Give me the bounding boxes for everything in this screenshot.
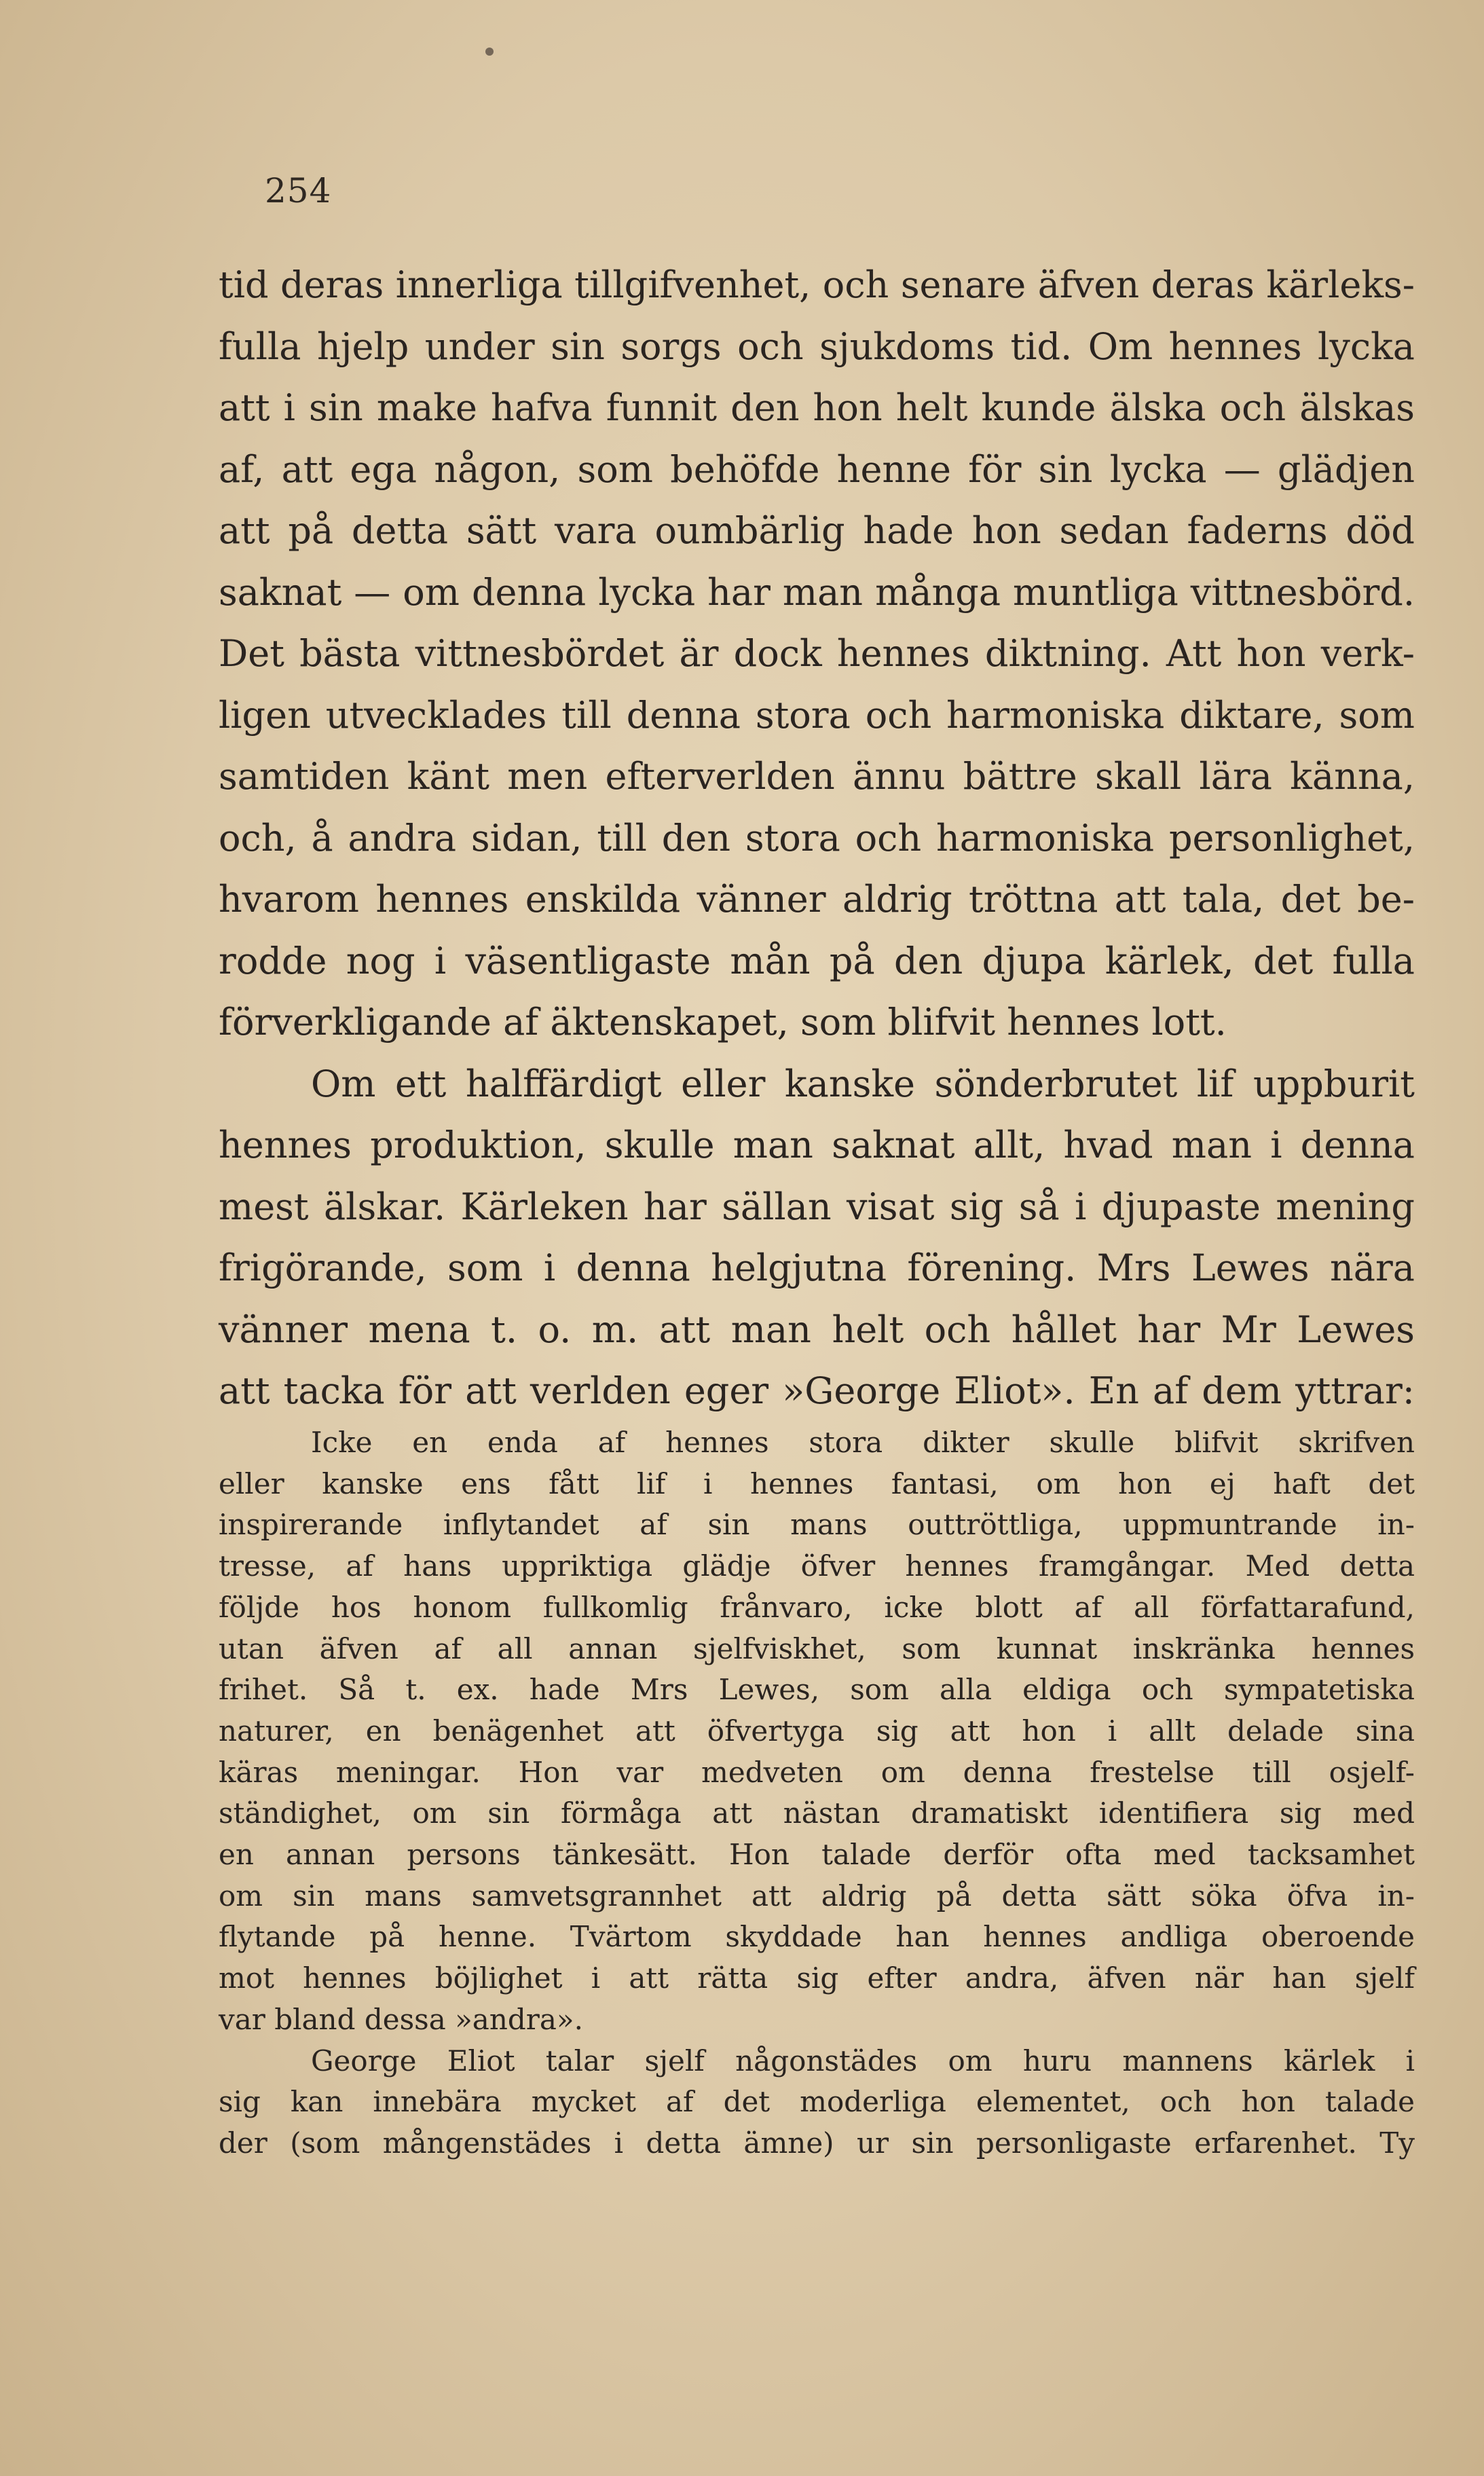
page-number: 254 (265, 171, 332, 210)
ink-speck (485, 48, 494, 56)
paragraph-end-line: förverkligande af äktenskapet, som blifvit hennes lott. (219, 1001, 1227, 1043)
quote-line: ständighet, om sin förmåga att nästan dramatiskt identifiera sig med (219, 1796, 1415, 1830)
quote-line: en annan persons tänkesätt. Hon talade derför ofta med tacksamhet (219, 1838, 1415, 1872)
quote-line: följde hos honom fullkomlig frånvaro, icke blott af all författarafund, (219, 1590, 1415, 1624)
quote-line: tresse, af hans uppriktiga glädje öfver hennes framgångar. Med detta (219, 1549, 1415, 1583)
paragraph-start-line: Om ett halffärdigt eller kanske sönderbrutet lif uppburit (311, 1062, 1415, 1105)
quote-line: naturer, en benägenhet att öfvertyga sig att hon i allt delade sina (219, 1714, 1415, 1748)
quote-line: käras meningar. Hon var medveten om denna frestelse till osjelf- (219, 1755, 1415, 1789)
text-line: fulla hjelp under sin sorgs och sjukdoms tid. Om hennes lycka (219, 325, 1415, 368)
text-line: af, att ega någon, som behöfde henne för sin lycka — glädjen (219, 447, 1415, 491)
text-line: vänner mena t. o. m. att man helt och hållet har Mr Lewes (219, 1308, 1415, 1351)
quote-line: utan äfven af all annan sjelfviskhet, som kunnat inskränka hennes (219, 1631, 1415, 1665)
text-line: rodde nog i väsentligaste mån på den djupa kärlek, det fulla (219, 939, 1415, 982)
text-line: hennes produktion, skulle man saknat allt, hvad man i denna (219, 1124, 1415, 1166)
quote-line: eller kanske ens fått lif i hennes fantasi, om hon ej haft det (219, 1466, 1415, 1500)
text-line: Det bästa vittnesbördet är dock hennes diktning. Att hon verk- (219, 632, 1415, 675)
quote-line: om sin mans samvetsgrannhet att aldrig på detta sätt söka öfva in- (219, 1879, 1415, 1913)
text-line: saknat — om denna lycka har man många muntliga vittnesbörd. (219, 570, 1415, 614)
quote-line: frihet. Så t. ex. hade Mrs Lewes, som alla eldiga och sympatetiska (219, 1673, 1415, 1707)
main-text (219, 255, 1415, 1422)
quote-line: inspirerande inflytandet af sin mans outtröttliga, uppmuntrande in- (219, 1508, 1415, 1542)
text-line: hvarom hennes enskilda vänner aldrig tröttna att tala, det be- (219, 878, 1415, 921)
text-line: att i sin make hafva funnit den hon helt kunde älska och älskas (219, 386, 1415, 429)
quote-line: flytande på henne. Tvärtom skyddade han hennes andliga oberoende (219, 1920, 1415, 1954)
text-line: samtiden känt men efterverlden ännu bättre skall lära känna, (219, 755, 1415, 798)
quote-end-line: var bland dessa »andra». (219, 2002, 583, 2036)
text-line: der (som mångenstädes i detta ämne) ur sin personligaste erfarenhet. Ty (219, 2126, 1415, 2160)
text-line: och, å andra sidan, till den stora och harmoniska personlighet, (219, 816, 1415, 860)
quote-line: mot hennes böjlighet i att rätta sig efter andra, äfven när han sjelf (219, 1961, 1415, 1995)
text-line: frigörande, som i denna helgjutna förening. Mrs Lewes nära (219, 1246, 1415, 1289)
text-line: att på detta sätt vara oumbärlig hade hon sedan faderns död (219, 509, 1415, 552)
text-line: tid deras innerliga tillgifvenhet, och senare äfven deras kärleks- (219, 263, 1415, 306)
quote-line: Icke en enda af hennes stora dikter skulle blifvit skrifven (311, 1426, 1415, 1459)
quoted-passage (219, 1422, 1415, 2164)
text-line: ligen utvecklades till denna stora och harmoniska diktare, som (219, 693, 1415, 737)
text-line: att tacka för att verlden eger »George Eliot». En af dem yttrar: (219, 1369, 1415, 1412)
paragraph-start-line: George Eliot talar sjelf någonstädes om huru mannens kärlek i (311, 2044, 1415, 2077)
text-line: sig kan innebära mycket af det moderliga elementet, och hon talade (219, 2085, 1415, 2119)
text-line: mest älskar. Kärleken har sällan visat sig så i djupaste mening (219, 1185, 1415, 1228)
